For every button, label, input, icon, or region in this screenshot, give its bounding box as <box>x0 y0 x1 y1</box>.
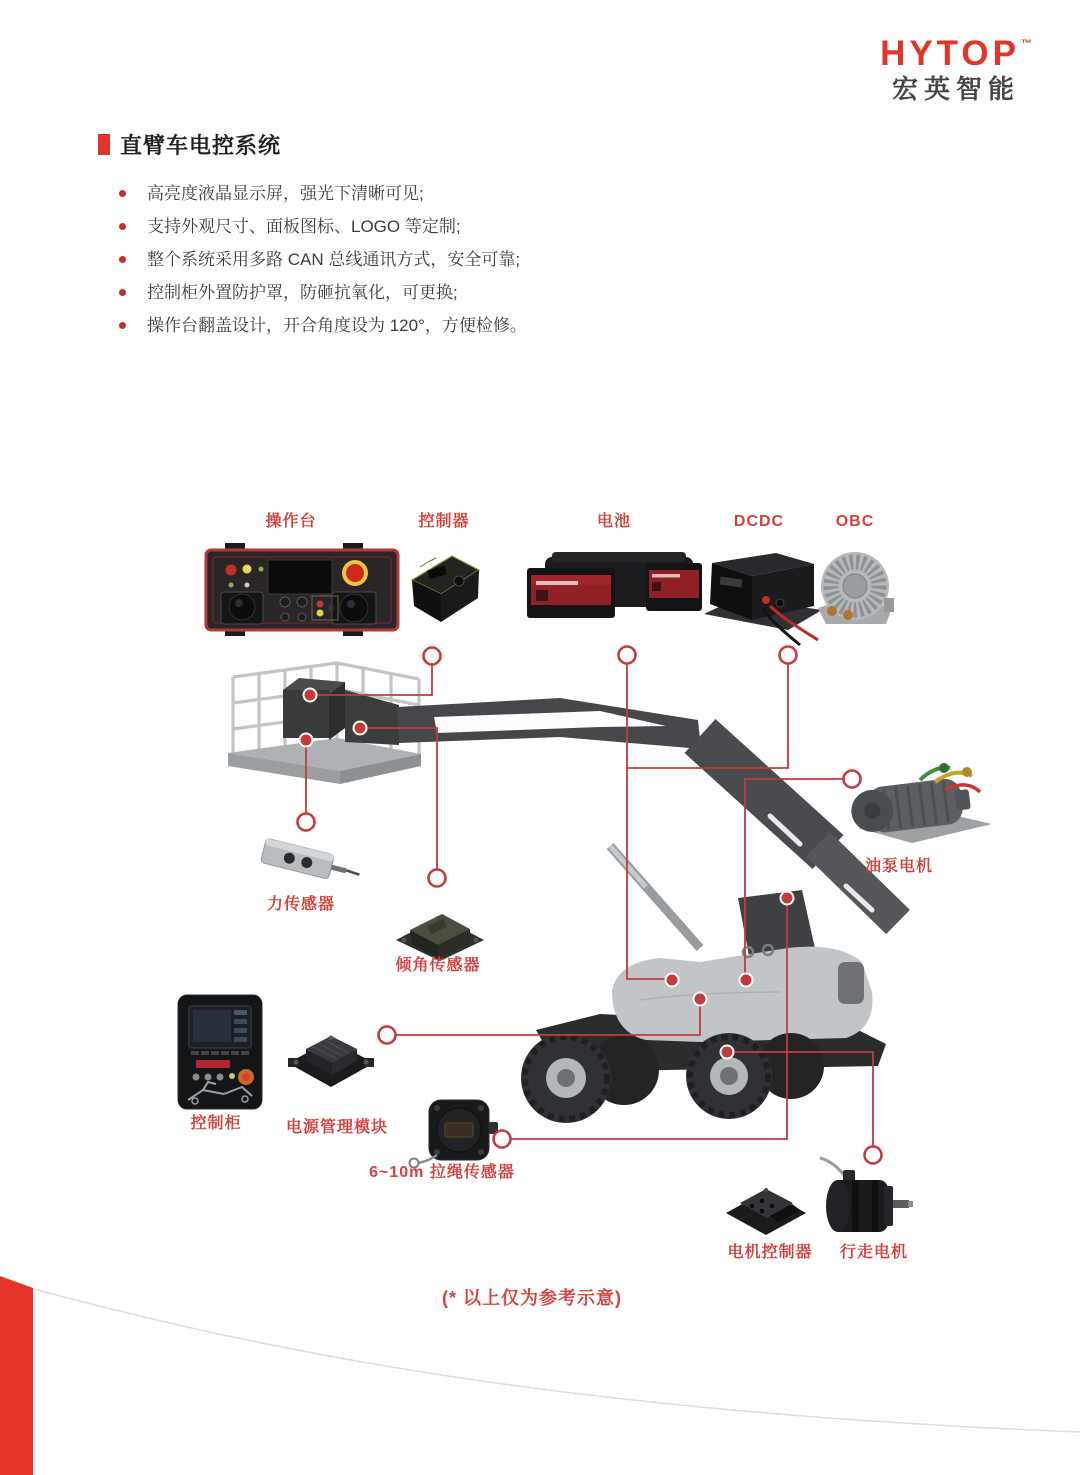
boom-section <box>700 736 828 852</box>
callout-ring-controller <box>424 648 441 665</box>
reference-note: (* 以上仅为参考示意) <box>442 1288 622 1308</box>
feature-text: 支持外观尺寸、面板图标、LOGO 等定制; <box>147 217 461 236</box>
motor-controller-image <box>726 1188 806 1235</box>
callout-dot-controller <box>304 689 317 702</box>
callout-ring-dcdc <box>780 647 797 664</box>
label-controller: 控制器 <box>418 513 470 530</box>
logo-trademark: ™ <box>1021 38 1032 50</box>
tilt-sensor-image <box>396 914 484 961</box>
label-console: 操作台 <box>265 513 317 530</box>
dcdc-image <box>704 553 822 645</box>
callout-dot-travel-motor <box>721 1046 734 1059</box>
callout-dot-rope-sensor <box>781 892 794 905</box>
callout-ring-pump-motor <box>844 771 861 788</box>
label-pump-motor: 油泵电机 <box>864 858 934 875</box>
callout-ring-rope-sensor <box>494 1131 511 1148</box>
engine-cover <box>612 947 872 1042</box>
label-travel-motor: 行走电机 <box>839 1244 909 1261</box>
logo-subtitle: 宏英智能 <box>892 74 1021 104</box>
callout-ring-battery <box>619 647 636 664</box>
label-motor-controller: 电机控制器 <box>727 1244 813 1261</box>
callout-ring-force-sensor <box>298 814 315 831</box>
label-battery: 电池 <box>596 513 632 530</box>
battery-image <box>527 552 702 618</box>
label-control-cabinet: 控制柜 <box>190 1115 242 1132</box>
pump-motor-image <box>849 763 992 843</box>
obc-image <box>818 552 894 624</box>
label-force-sensor: 力传感器 <box>266 896 336 913</box>
callout-dot-force-sensor <box>300 734 313 747</box>
callout-ring-travel-motor <box>865 1147 882 1164</box>
callout-dot-tilt-sensor <box>354 722 367 735</box>
callout-line-battery <box>627 655 672 979</box>
force-sensor-image <box>260 838 362 886</box>
label-dcdc: DCDC <box>733 513 785 530</box>
power-module-image <box>288 1036 374 1088</box>
callout-ring-tilt-sensor <box>429 870 446 887</box>
page-title: 直臂车电控系统 <box>120 133 282 158</box>
callout-dot-pump-motor <box>740 974 753 987</box>
control-cabinet-image <box>178 995 262 1109</box>
label-tilt-sensor: 倾角传感器 <box>395 957 481 974</box>
callout-ring-power-module <box>379 1027 396 1044</box>
label-rope-sensor: 6~10m 拉绳传感器 <box>369 1164 515 1181</box>
feature-text: 高亮度液晶显示屏，强光下清晰可见; <box>147 184 424 203</box>
feature-text: 控制柜外置防护罩，防砸抗氧化，可更换; <box>147 283 458 302</box>
console-image <box>206 543 398 636</box>
corner-ribbon <box>0 1276 33 1475</box>
rope-sensor-image <box>410 1100 499 1168</box>
travel-motor-image <box>820 1158 913 1232</box>
controller-image <box>412 556 479 622</box>
label-power-module: 电源管理模块 <box>285 1119 389 1136</box>
label-obc: OBC <box>835 513 875 530</box>
callout-dot-power-module <box>694 993 707 1006</box>
callout-dot-battery <box>666 974 679 987</box>
feature-text: 整个系统采用多路 CAN 总线通讯方式，安全可靠; <box>147 250 521 269</box>
feature-text: 操作台翻盖设计，开合角度设为 120°，方便检修。 <box>147 316 527 335</box>
logo-brand: HYTOP™ <box>880 34 1032 73</box>
